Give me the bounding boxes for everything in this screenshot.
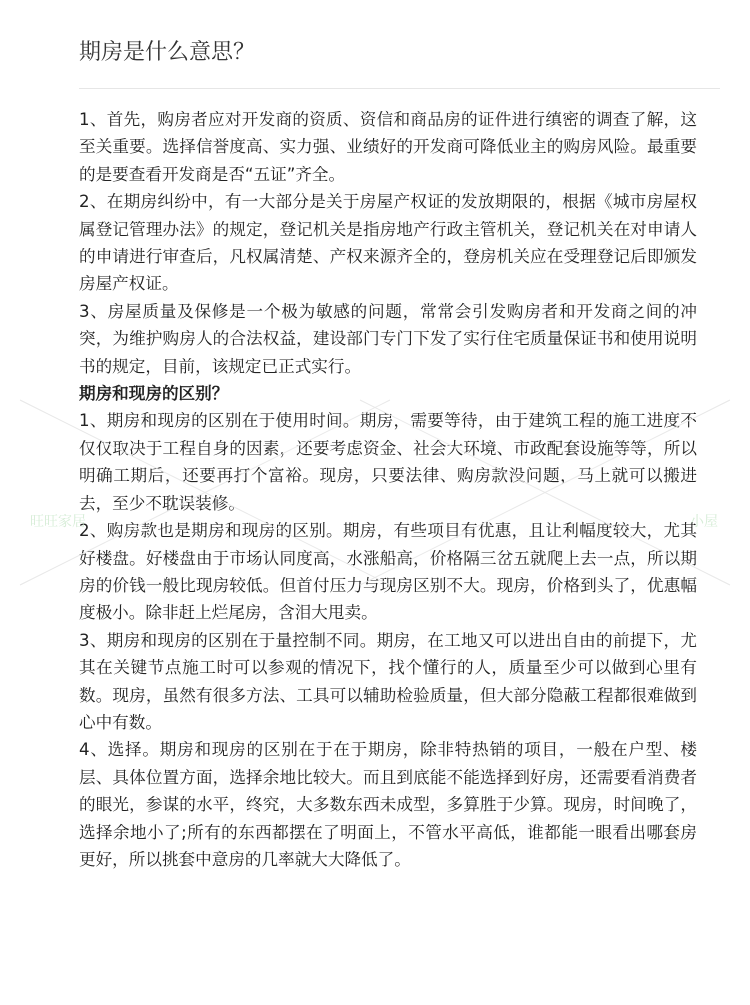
paragraph-6: 3、期房和现房的区别在于量控制不同。期房，在工地又可以进出自由的前提下，尤其在关键节点施工时可以参观的情况下，找个懂行的人，质量至少可以做到心里有数。现房，虽然有很多方法、工具可以辅助检验质量，但大部分隐蔽工程都很难做到心中有数。 bbox=[79, 630, 697, 732]
paragraph-7: 4、选择。期房和现房的区别在于在于期房，除非特热销的项目，一般在户型、楼层、具体位置方面，选择余地比较大。而且到底能不能选择到好房，还需要看消费者的眼光，参谋的水平，终究，大多数东西未成型，多算胜于少算。现房，时间晚了，选择余地小了;所有的东西都摆在了明面上，不管水平高低，谁都能一眼看出哪套房更好，所以挑套中意房的几率就大大降低了。 bbox=[79, 740, 697, 869]
paragraph-4: 1、期房和现房的区别在于使用时间。期房，需要等待，由于建筑工程的施工进度不仅仅取决于工程自身的因素，还要考虑资金、社会大环境、市政配套设施等等，所以明确工期后，还要再打个富裕。现房，只要法律、购房款没问题，马上就可以搬进去，至少不耽误装修。 bbox=[79, 411, 697, 513]
page-title: 期房是什么意思？ bbox=[79, 40, 256, 65]
article-body bbox=[79, 106, 697, 873]
title-divider bbox=[79, 88, 720, 89]
paragraph-3: 3、房屋质量及保修是一个极为敏感的问题，常常会引发购房者和开发商之间的冲突，为维护购房人的合法权益，建设部门专门下发了实行住宅质量保证书和使用说明书的规定，目前，该规定已正式实行。 bbox=[79, 301, 697, 376]
section-heading: 期房和现房的区别？ bbox=[79, 384, 229, 404]
paragraph-1: 1、首先，购房者应对开发商的资质、资信和商品房的证件进行缜密的调查了解，这至关重要。选择信誉度高、实力强、业绩好的开发商可降低业主的购房风险。最重要的是要查看开发商是否“五证”齐全。 bbox=[79, 110, 697, 184]
paragraph-5: 2、购房款也是期房和现房的区别。期房，有些项目有优惠，且让利幅度较大，尤其好楼盘。好楼盘由于市场认同度高，水涨船高，价格隔三岔五就爬上去一点，所以期房的价钱一般比现房较低。但首付压力与现房区别不大。现房，价格到头了，优惠幅度极小。除非赶上烂尾房，含泪大甩卖。 bbox=[79, 521, 697, 623]
paragraph-2: 2、在期房纠纷中，有一大部分是关于房屋产权证的发放期限的，根据《城市房屋权属登记管理办法》的规定，登记机关是指房地产行政主管机关，登记机关在对申请人的申请进行审查后，凡权属清楚、产权来源齐全的，登房机关应在受理登记后即颁发房屋产权证。 bbox=[79, 192, 697, 294]
watermark-label-right: 小屋 bbox=[690, 514, 718, 530]
watermark-label-left: 旺旺家居 bbox=[30, 514, 86, 530]
